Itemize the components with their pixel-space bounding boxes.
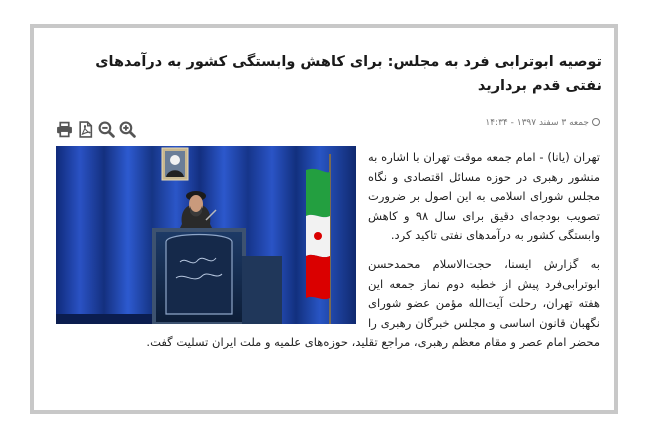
zoom-out-icon[interactable]: [98, 121, 115, 138]
article-meta: [485, 116, 600, 130]
zoom-in-icon[interactable]: [119, 121, 136, 138]
article-toolbar: [56, 120, 136, 138]
article-body: [56, 148, 600, 362]
clock-icon: [592, 118, 600, 126]
article-frame: [30, 24, 618, 414]
article-paragraph-2: به گزارش ایسنا، حجت‌الاسلام محمدحسن ابوترابی‌فرد پیش از خطبه دوم نماز جمعه این هفته تهران، رحلت آیت‌الله مؤمن عضو شورای نگهبان قانون اساسی و مجلس خبرگان رهبری را محضر امام عصر و مقام معظم رهبری، مراجع تقلید، حوزه‌های علمیه و ملت ایران تسلیت گفت.: [146, 256, 600, 350]
print-icon[interactable]: [56, 121, 73, 138]
article-date: جمعه ۳ سفند ۱۳۹۷ - ۱۴:۳۴: [485, 118, 589, 128]
article-title: توصیه ابوترابی فرد به مجلس: برای کاهش وابستگی کشور به درآمدهای نفتی قدم بردارید: [95, 54, 602, 94]
article-paragraph-1: تهران (یانا) - امام جمعه موقت تهران با اشاره به منشور رهبری در حوزه مسائل اقتصادی و نگاه مجلس شورای اسلامی به این اصول بر ضرورت تصویب بودجه‌ای دقیق برای سال ۹۸ و کاهش وابستگی کشور به درآمدهای نفتی تاکید کرد.: [368, 150, 600, 243]
pdf-icon[interactable]: [77, 121, 94, 138]
